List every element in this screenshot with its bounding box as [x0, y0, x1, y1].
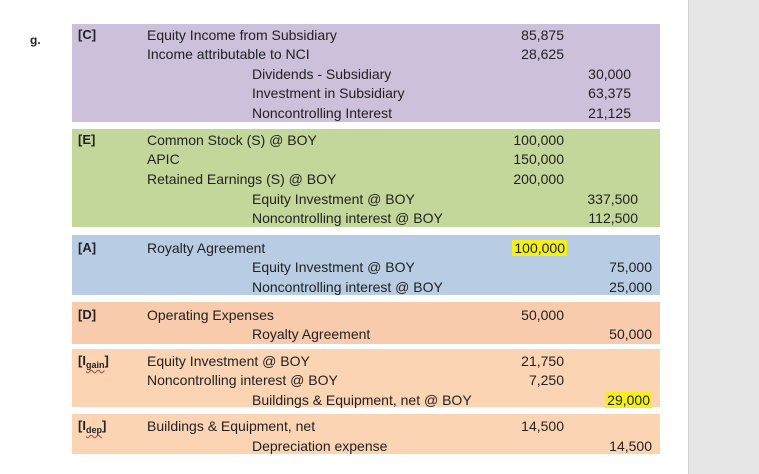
- entry-a-code: [A]: [78, 240, 97, 255]
- entry-i-gain-line-3-account: Buildings & Equipment, net @ BOY: [252, 392, 472, 408]
- entry-c-line-5-account: Noncontrolling Interest: [252, 105, 393, 121]
- entry-i-gain-line-3-credit: [572, 391, 652, 409]
- entry-i-gain-line-2-debit: 7,250: [528, 372, 564, 388]
- entry-e-line-3-debit: 200,000: [513, 171, 564, 187]
- entry-i-gain-line-2-account: Noncontrolling interest @ BOY: [147, 372, 338, 388]
- entry-c-line-4-credit: 63,375: [588, 85, 631, 101]
- entry-i-dep-line-2-credit: 14,500: [609, 438, 652, 454]
- entry-d-line-2-credit: 50,000: [609, 326, 652, 342]
- page-gutter: [688, 0, 759, 474]
- entry-c-line-1-account: Equity Income from Subsidiary: [147, 27, 337, 43]
- entry-e-line-1-debit: 100,000: [513, 132, 564, 148]
- entry-a-line-3-account: Noncontrolling interest @ BOY: [252, 279, 443, 295]
- highlighted-amount: 29,000: [607, 392, 650, 408]
- entry-c-line-2-debit: 28,625: [521, 46, 564, 62]
- entry-c-line-4-account: Investment in Subsidiary: [252, 85, 405, 101]
- entry-a-line-3-credit: 25,000: [609, 279, 652, 295]
- entry-e-line-4-credit: 337,500: [587, 191, 638, 207]
- entry-i-dep-line-1-account: Buildings & Equipment, net: [147, 418, 316, 434]
- entry-a-line-1-account: Royalty Agreement: [147, 240, 266, 256]
- entry-e-line-1-account: Common Stock (S) @ BOY: [147, 132, 317, 148]
- entry-d-line-1-debit: 50,000: [521, 307, 564, 323]
- entry-a-line-1-debit: [487, 239, 567, 257]
- entry-d-line-1-account: Operating Expenses: [147, 307, 274, 323]
- entry-e-line-4-account: Equity Investment @ BOY: [252, 191, 415, 207]
- entry-c-line-3-account: Dividends - Subsidiary: [252, 66, 392, 82]
- entry-e-line-3-account: Retained Earnings (S) @ BOY: [147, 171, 337, 187]
- entry-i-gain-line-1-account: Equity Investment @ BOY: [147, 353, 310, 369]
- entry-d-line-2-account: Royalty Agreement: [252, 326, 371, 342]
- problem-label: g.: [30, 33, 41, 47]
- entry-e-code: [E]: [78, 132, 96, 147]
- entry-e-line-5-credit: 112,500: [588, 210, 638, 226]
- entry-a-line-2-account: Equity Investment @ BOY: [252, 259, 415, 275]
- entry-c-line-3-credit: 30,000: [588, 66, 631, 82]
- entry-i-dep-code: $[I_{dep}]$: [78, 418, 107, 435]
- highlighted-amount: 100,000: [514, 240, 565, 256]
- entry-e-line-2-account: APIC: [147, 151, 180, 167]
- entry-c-line-5-credit: 21,125: [588, 105, 631, 121]
- entry-c-line-2-account: Income attributable to NCI: [147, 46, 310, 62]
- entry-a-line-2-credit: 75,000: [609, 259, 652, 275]
- entry-d-code: [D]: [78, 307, 97, 322]
- entry-e-line-2-debit: 150,000: [513, 151, 564, 167]
- entry-i-dep-line-1-debit: 14,500: [521, 418, 564, 434]
- entry-i-gain-code: $[I_{gain}]$: [78, 353, 109, 370]
- entry-i-gain-line-1-debit: 21,750: [521, 353, 564, 369]
- entry-i-dep-line-2-account: Depreciation expense: [252, 438, 388, 454]
- entry-c-code: [C]: [78, 27, 97, 42]
- entry-c-line-1-debit: 85,875: [521, 27, 564, 43]
- entry-e-line-5-account: Noncontrolling interest @ BOY: [252, 210, 443, 226]
